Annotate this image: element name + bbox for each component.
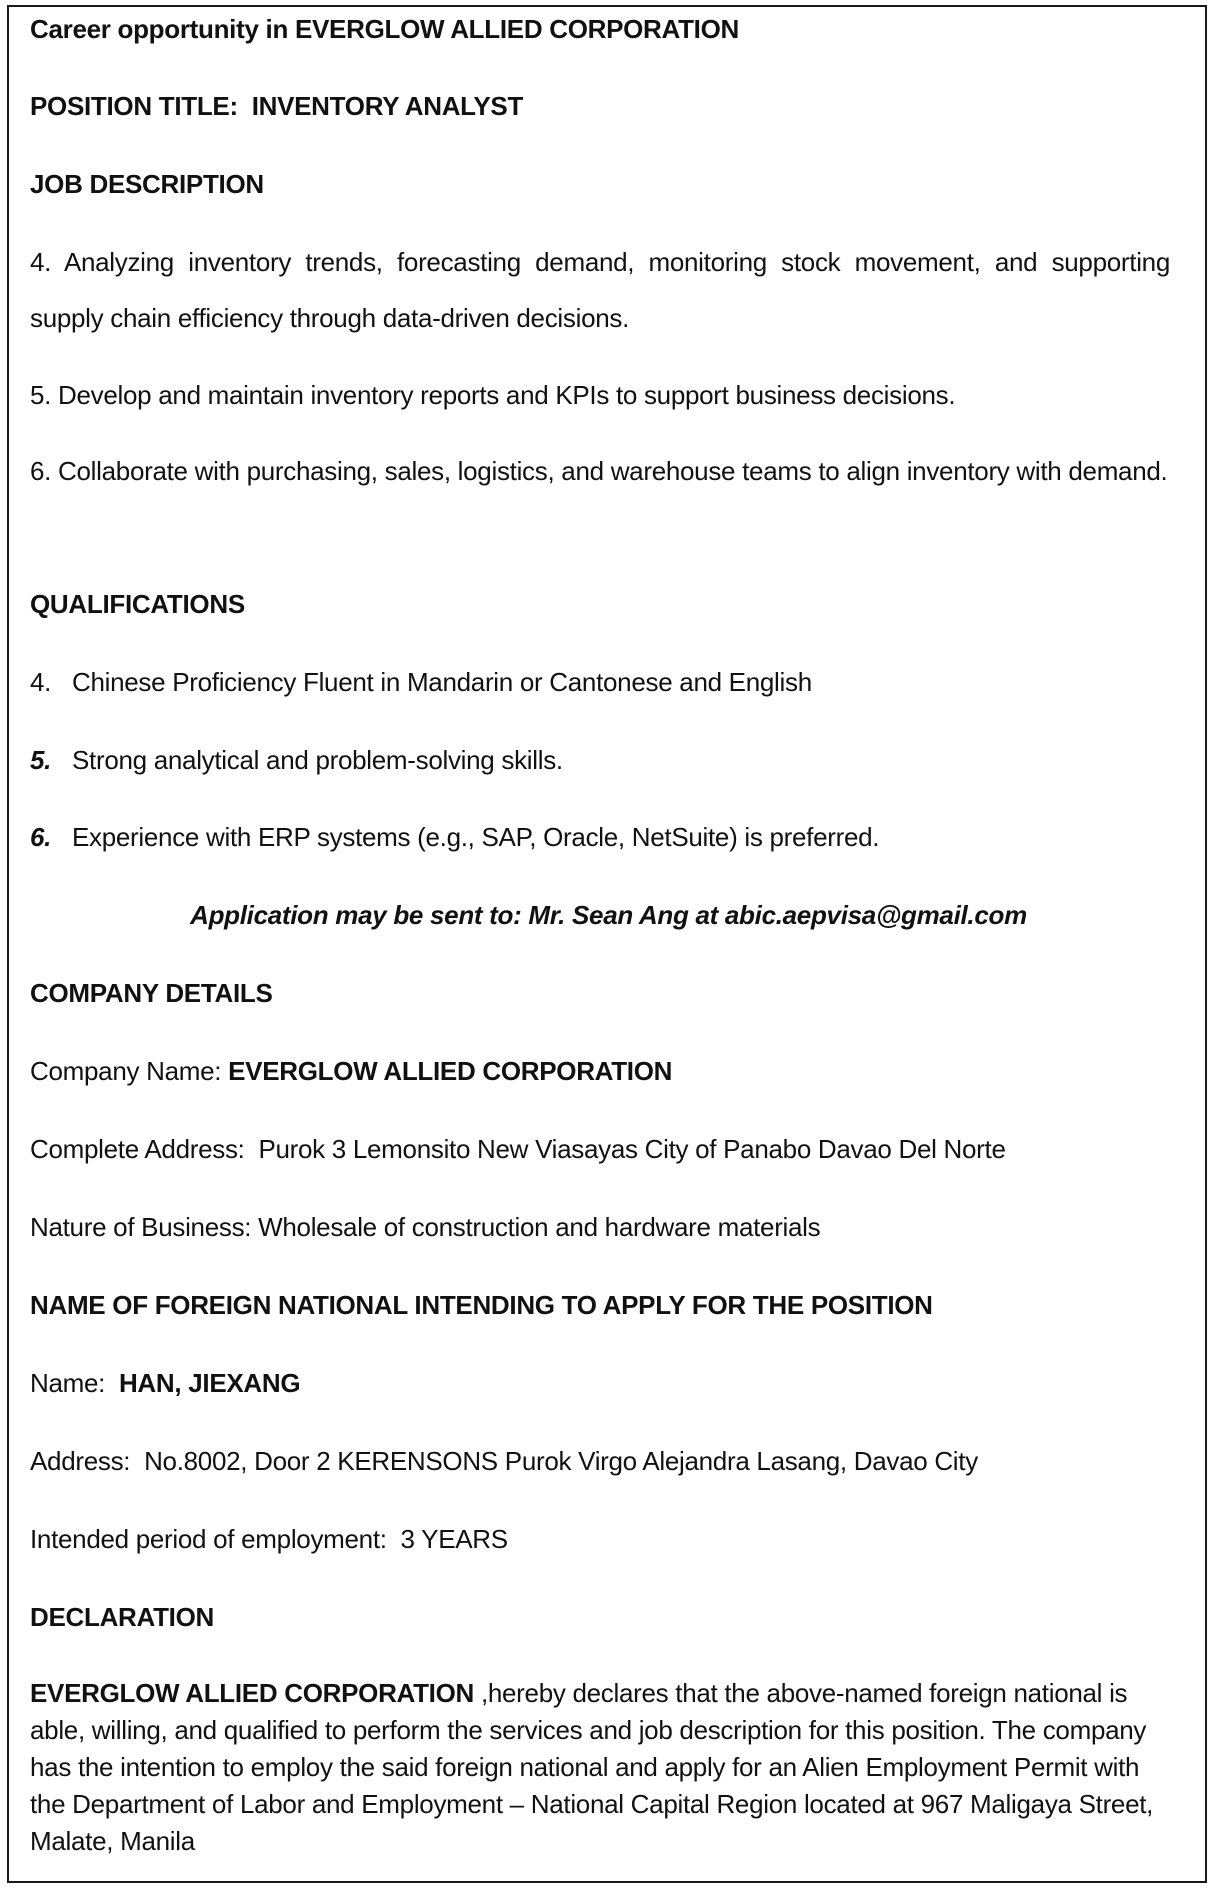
qualification-number: 4. xyxy=(30,667,52,697)
company-name-row xyxy=(30,1056,672,1086)
application-note: Application may be sent to: Mr. Sean Ang at abic.aepvisa@gmail.com xyxy=(190,900,1027,930)
job-item-5 xyxy=(30,380,955,410)
employment-period-value: 3 YEARS xyxy=(400,1524,508,1554)
business-nature-label: Nature of Business: xyxy=(30,1212,252,1242)
foreign-name-row xyxy=(30,1368,300,1398)
declaration-company: EVERGLOW ALLIED CORPORATION xyxy=(30,1678,475,1708)
declaration-heading: DECLARATION xyxy=(30,1602,214,1632)
company-details-heading: COMPANY DETAILS xyxy=(30,978,273,1008)
employment-period-row xyxy=(30,1524,508,1554)
position-label: POSITION TITLE: xyxy=(30,91,238,121)
company-name-value: EVERGLOW ALLIED CORPORATION xyxy=(228,1056,673,1086)
company-address-label: Complete Address: xyxy=(30,1134,245,1164)
job-item-text: Collaborate with purchasing, sales, logistics, and warehouse teams to align inventory with demand. xyxy=(58,456,1168,486)
foreign-name-value: HAN, JIEXANG xyxy=(118,1368,301,1398)
job-item-number: 4. xyxy=(30,247,52,277)
job-item-number: 6. xyxy=(30,456,52,486)
job-item-6 xyxy=(30,443,1170,499)
qualification-text: Chinese Proficiency Fluent in Mandarin or Cantonese and English xyxy=(72,667,812,697)
qualification-text: Experience with ERP systems (e.g., SAP, Oracle, NetSuite) is preferred. xyxy=(72,822,880,852)
qualification-item-6 xyxy=(30,822,879,852)
position-value: INVENTORY ANALYST xyxy=(251,91,524,121)
foreign-national-heading: NAME OF FOREIGN NATIONAL INTENDING TO APPLY FOR THE POSITION xyxy=(30,1290,933,1320)
qualification-item-4 xyxy=(30,667,812,697)
qualification-number: 5. xyxy=(30,745,52,775)
declaration-text: ,hereby declares that the above-named foreign national is able, willing, and qualified to perform the services and job description for this position. The company has the intention to employ the said foreign national and apply for an Alien Employment Permit with the Department of Labor and Employment – National Capital Region located at 967 Maligaya Street, Malate, Manila xyxy=(30,1678,1154,1856)
qualifications-heading: QUALIFICATIONS xyxy=(30,589,245,619)
foreign-address-row xyxy=(30,1446,978,1476)
foreign-name-label: Name: xyxy=(30,1368,106,1398)
qualification-text: Strong analytical and problem-solving skills. xyxy=(72,745,563,775)
intro-heading: Career opportunity in EVERGLOW ALLIED CORPORATION xyxy=(30,14,739,44)
employment-period-label: Intended period of employment: xyxy=(30,1524,387,1554)
qualification-item-5 xyxy=(30,745,563,775)
position-title xyxy=(30,91,523,121)
business-nature-value: Wholesale of construction and hardware materials xyxy=(258,1212,821,1242)
job-item-text: Analyzing inventory trends, forecasting demand, monitoring stock movement, and supporting supply chain efficiency through data-driven decisions. xyxy=(30,247,1170,333)
job-item-number: 5. xyxy=(30,380,52,410)
company-name-label: Company Name: xyxy=(30,1056,222,1086)
declaration-paragraph xyxy=(30,1675,1170,1860)
foreign-address-value: No.8002, Door 2 KERENSONS Purok Virgo Alejandra Lasang, Davao City xyxy=(144,1446,978,1476)
company-address-row xyxy=(30,1134,1006,1164)
job-description-heading: JOB DESCRIPTION xyxy=(30,169,264,199)
foreign-address-label: Address: xyxy=(30,1446,131,1476)
job-item-text: Develop and maintain inventory reports and KPIs to support business decisions. xyxy=(58,380,956,410)
company-address-value: Purok 3 Lemonsito New Viasayas City of Panabo Davao Del Norte xyxy=(258,1134,1006,1164)
business-nature-row xyxy=(30,1212,820,1242)
job-item-4 xyxy=(30,234,1170,346)
qualification-number: 6. xyxy=(30,822,52,852)
